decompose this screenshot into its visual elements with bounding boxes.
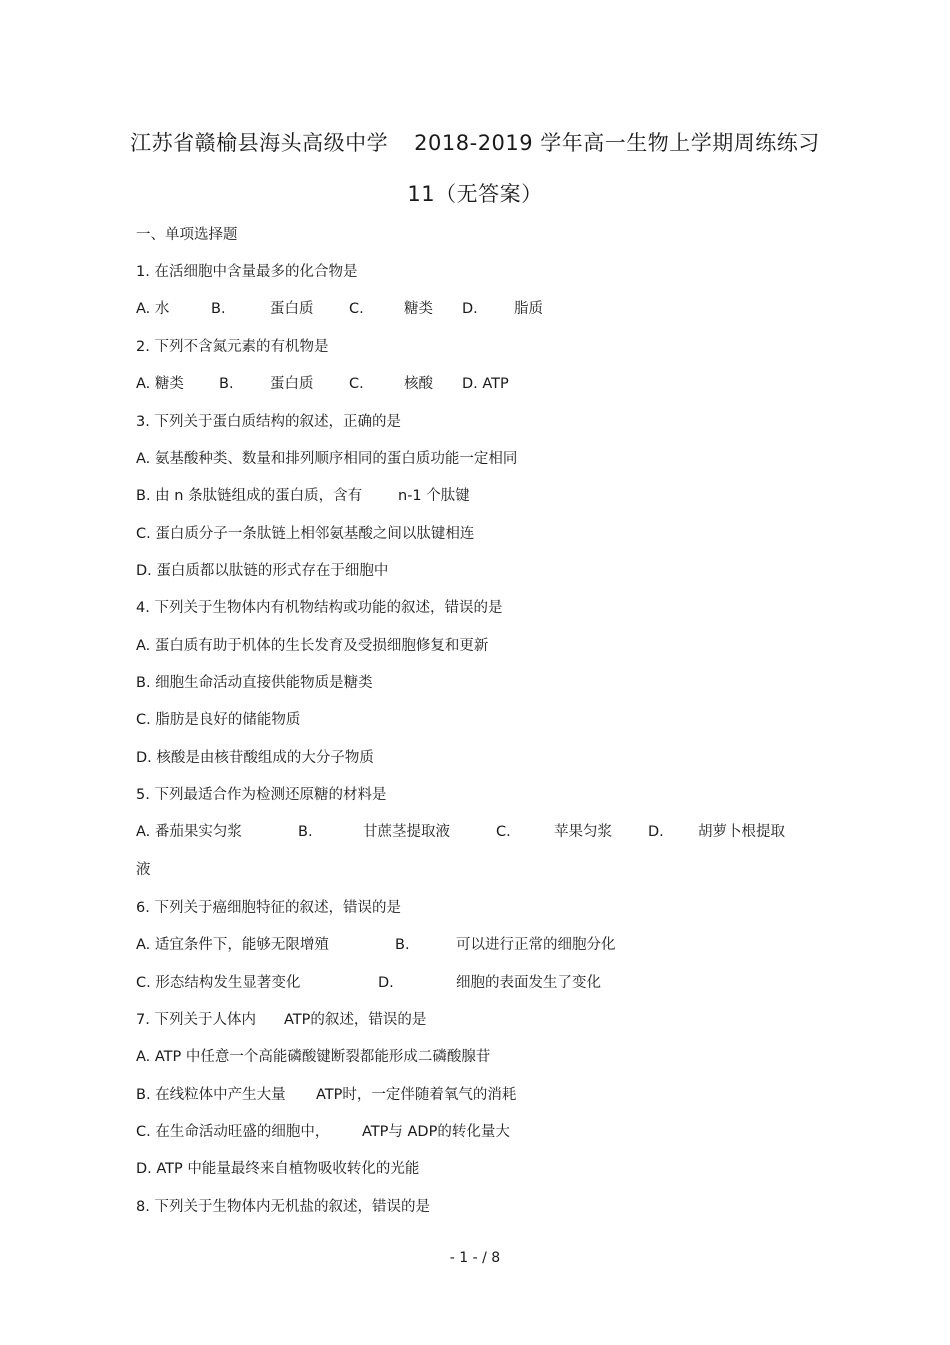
option-b-part2: ATP时，一定伴随着氧气的消耗 bbox=[316, 1087, 517, 1103]
question-7-part1: 7. 下列关于人体内 bbox=[136, 1012, 256, 1028]
question-6: 6. 下列关于癌细胞特征的叙述，错误的是 bbox=[136, 900, 401, 916]
option-b-label: B. bbox=[219, 376, 234, 392]
question-2-options bbox=[136, 374, 836, 394]
question-2: 2. 下列不含氮元素的有机物是 bbox=[136, 339, 329, 355]
question-3-option-a: A. 氨基酸种类、数量和排列顺序相同的蛋白质功能一定相同 bbox=[136, 451, 518, 467]
option-b-part1: B. 由 n 条肽链组成的蛋白质，含有 bbox=[136, 488, 363, 504]
option-d: 脂质 bbox=[514, 301, 543, 317]
question-3-option-b bbox=[136, 486, 836, 506]
option-c-label: C. bbox=[349, 301, 364, 317]
question-7-part2: ATP的叙述，错误的是 bbox=[284, 1012, 427, 1028]
question-7-option-b bbox=[136, 1085, 836, 1105]
option-d: 细胞的表面发生了变化 bbox=[456, 975, 601, 991]
question-4-option-c: C. 脂肪是良好的储能物质 bbox=[136, 712, 301, 728]
question-3: 3. 下列关于蛋白质结构的叙述，正确的是 bbox=[136, 414, 401, 430]
question-4: 4. 下列关于生物体内有机物结构或功能的叙述，错误的是 bbox=[136, 600, 503, 616]
option-c-label: C. bbox=[496, 824, 511, 840]
question-1-options bbox=[136, 299, 836, 319]
title-year-course: 2018-2019 学年高一生物上学期周练练习 bbox=[414, 131, 820, 155]
option-d-label: D. bbox=[462, 301, 478, 317]
option-a: A. 适宜条件下，能够无限增殖 bbox=[136, 937, 329, 953]
option-b-label: B. bbox=[395, 937, 410, 953]
option-a: A. 糖类 bbox=[136, 376, 184, 392]
option-d: 胡萝卜根提取 bbox=[698, 824, 785, 840]
option-b: 蛋白质 bbox=[270, 301, 314, 317]
option-c: C. 形态结构发生显著变化 bbox=[136, 975, 301, 991]
document-title-line2: 11（无答案） bbox=[407, 182, 543, 206]
question-5-options bbox=[136, 822, 836, 842]
option-a: A. 水 bbox=[136, 301, 170, 317]
option-d: D. ATP bbox=[462, 376, 509, 392]
title-school: 江苏省赣榆县海头高级中学 bbox=[130, 131, 389, 155]
option-c: 糖类 bbox=[404, 301, 433, 317]
question-3-option-c: C. 蛋白质分子一条肽链上相邻氨基酸之间以肽键相连 bbox=[136, 526, 475, 542]
option-a: A. 番茄果实匀浆 bbox=[136, 824, 242, 840]
option-c-label: C. bbox=[349, 376, 364, 392]
option-b-label: B. bbox=[211, 301, 226, 317]
question-4-option-b: B. 细胞生命活动直接供能物质是糖类 bbox=[136, 675, 373, 691]
question-4-option-a: A. 蛋白质有助于机体的生长发育及受损细胞修复和更新 bbox=[136, 638, 489, 654]
question-7-option-c bbox=[136, 1122, 836, 1142]
option-c: 苹果匀浆 bbox=[554, 824, 612, 840]
question-8: 8. 下列关于生物体内无机盐的叙述，错误的是 bbox=[136, 1199, 430, 1215]
question-6-options-ab bbox=[136, 935, 836, 955]
option-b-part1: B. 在线粒体中产生大量 bbox=[136, 1087, 286, 1103]
option-c-part2: ATP与 ADP的转化量大 bbox=[362, 1124, 510, 1140]
question-7-option-d: D. ATP 中能量最终来自植物吸收转化的光能 bbox=[136, 1161, 420, 1177]
question-3-option-d: D. 蛋白质都以肽链的形式存在于细胞中 bbox=[136, 563, 389, 579]
option-d-label: D. bbox=[648, 824, 664, 840]
question-7-option-a: A. ATP 中任意一个高能磷酸键断裂都能形成二磷酸腺苷 bbox=[136, 1049, 491, 1065]
page-number: - 1 - / 8 bbox=[449, 1250, 501, 1266]
question-6-options-cd bbox=[136, 973, 836, 993]
section-heading: 一、单项选择题 bbox=[136, 227, 238, 243]
option-b: 可以进行正常的细胞分化 bbox=[456, 937, 616, 953]
question-5: 5. 下列最适合作为检测还原糖的材料是 bbox=[136, 787, 387, 803]
question-7 bbox=[136, 1010, 836, 1030]
option-b: 甘蔗茎提取液 bbox=[363, 824, 450, 840]
option-b-label: B. bbox=[298, 824, 313, 840]
option-b-part2: n-1 个肽键 bbox=[398, 488, 470, 504]
question-4-option-d: D. 核酸是由核苷酸组成的大分子物质 bbox=[136, 750, 374, 766]
option-c: 核酸 bbox=[404, 376, 433, 392]
question-5-option-d-continued: 液 bbox=[136, 862, 151, 878]
document-title-line1 bbox=[0, 127, 950, 157]
question-1: 1. 在活细胞中含量最多的化合物是 bbox=[136, 264, 358, 280]
option-c-part1: C. 在生命活动旺盛的细胞中， bbox=[136, 1124, 330, 1140]
option-b: 蛋白质 bbox=[270, 376, 314, 392]
option-d-label: D. bbox=[378, 975, 394, 991]
